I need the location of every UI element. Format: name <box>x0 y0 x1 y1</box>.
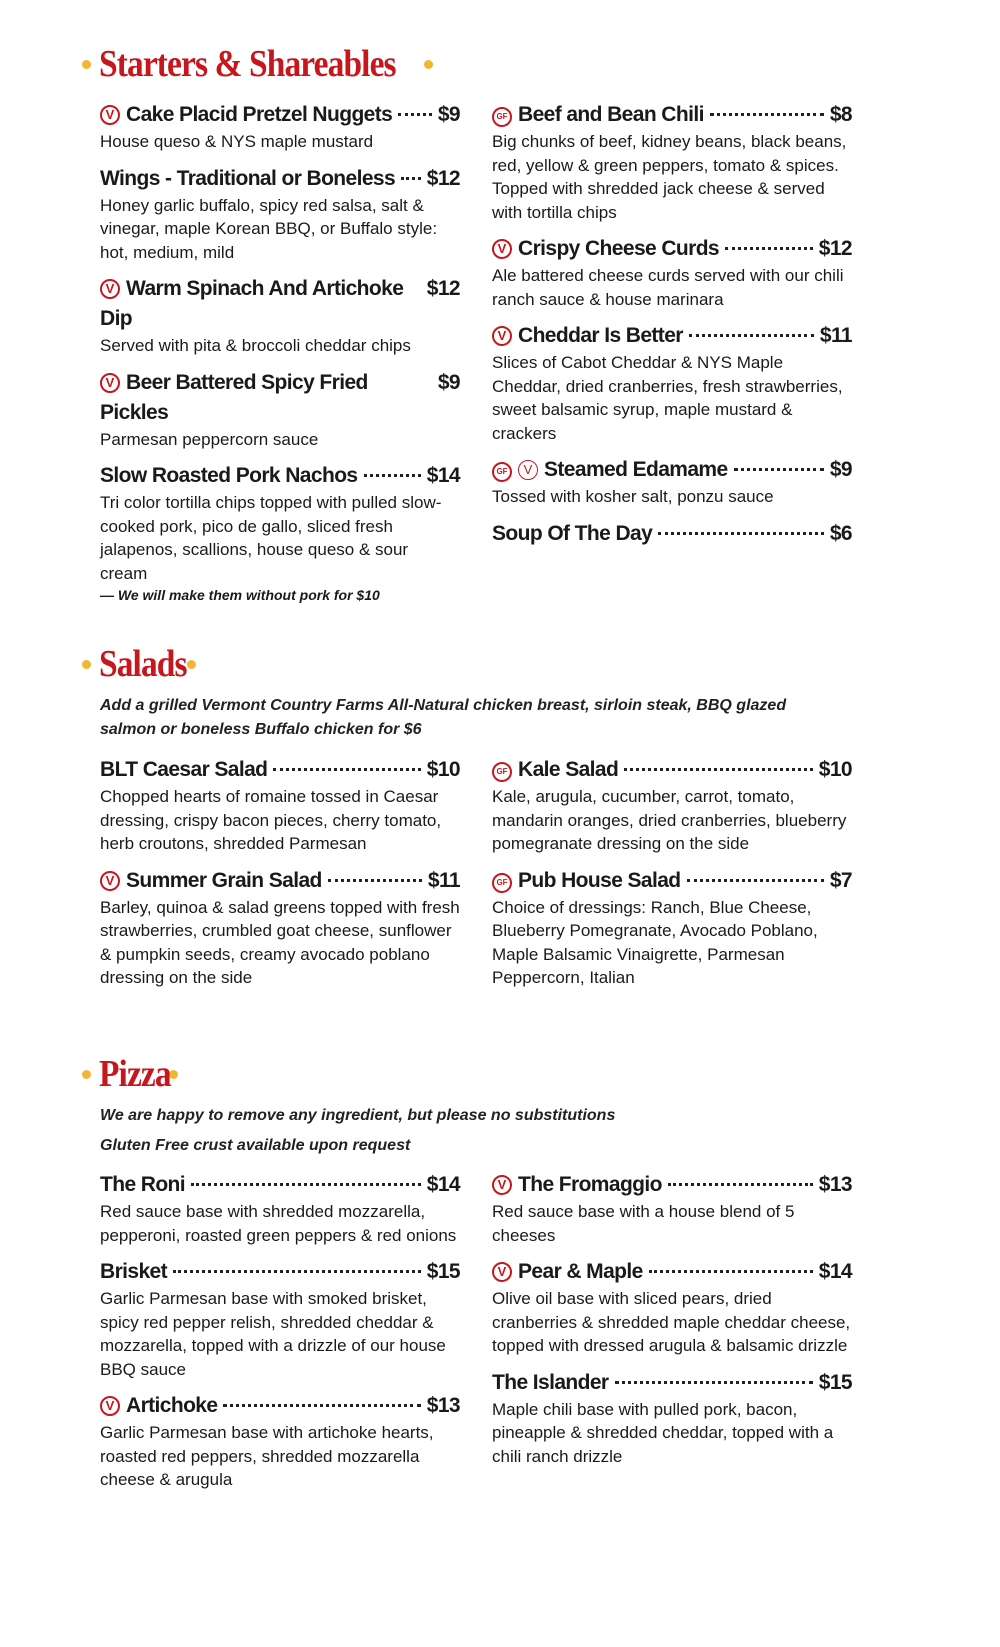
item-description: House queso & NYS maple mustard <box>100 132 374 151</box>
item-price: $12 <box>818 237 852 260</box>
dot-leader <box>615 1381 813 1384</box>
item-name-text: The Islander <box>492 1370 609 1394</box>
menu-column-left <box>100 100 460 615</box>
item-description: Choice of dressings: Ranch, Blue Cheese, Blueberry Pomegranate, Avocado Poblano, Maple Balsamic Vinaigrette, Parmesan Peppercorn, Italian <box>492 897 818 987</box>
item-price: $12 <box>426 277 460 300</box>
item-name-text: Pub House Salad <box>518 868 681 892</box>
item-description: Garlic Parmesan base with artichoke hearts, roasted red peppers, shredded mozzarella cheese & arugula <box>100 1423 434 1489</box>
item-title-row <box>492 866 852 896</box>
item-name-text: The Roni <box>100 1173 186 1196</box>
item-name <box>492 321 683 351</box>
dot-leader <box>689 334 814 337</box>
section-heading-starters-shareables <box>82 42 433 86</box>
item-name-text: The Fromaggio <box>518 1173 662 1196</box>
bullet-dot-icon <box>187 660 196 669</box>
item-title-row <box>492 100 852 130</box>
item-description: Served with pita & broccoli cheddar chips <box>100 336 411 355</box>
dot-leader <box>364 474 421 477</box>
item-title-row <box>100 368 460 428</box>
section-title: Salads <box>99 643 187 685</box>
bullet-dot-icon <box>82 60 91 69</box>
item-name <box>100 1257 167 1287</box>
item-description: Garlic Parmesan base with smoked brisket, spicy red pepper relish, shredded cheddar & mozzarella, topped with a drizzle of our house BBQ sauce <box>100 1289 446 1379</box>
item-price: $9 <box>829 458 852 481</box>
vegetarian-icon: V <box>492 1262 512 1282</box>
item-title-row <box>100 1257 460 1287</box>
item-name <box>100 100 392 130</box>
item-name <box>100 755 267 785</box>
dot-leader <box>273 768 420 771</box>
item-name-text: Cake Placid Pretzel Nuggets <box>126 103 393 126</box>
item-name-text: Cheddar Is Better <box>518 324 683 347</box>
item-title-row <box>100 100 460 130</box>
menu-item <box>492 1170 852 1247</box>
item-title-row <box>100 274 460 334</box>
item-name-text: Wings - Traditional or Boneless <box>100 166 396 190</box>
item-description: Red sauce base with shredded mozzarella, pepperoni, roasted green peppers & red onions <box>100 1202 457 1245</box>
vegetarian-icon: V <box>492 326 512 346</box>
item-price: $11 <box>819 324 852 347</box>
item-title-row <box>492 455 852 485</box>
item-name <box>100 274 417 334</box>
item-price: $8 <box>829 103 852 126</box>
menu-item <box>492 519 852 549</box>
item-name-text: BLT Caesar Salad <box>100 758 268 781</box>
section-note: Add a grilled Vermont Country Farms All-Natural chicken breast, sirloin steak, BBQ glazed salmon or boneless Buffalo chicken for $6 <box>100 697 787 738</box>
item-name <box>492 519 652 549</box>
item-name <box>100 461 358 491</box>
item-name <box>492 234 719 264</box>
item-description: Chopped hearts of romaine tossed in Caesar dressing, crispy bacon pieces, cherry tomato, herb croutons, shredded Parmesan <box>100 787 442 853</box>
bullet-dot-icon <box>82 660 91 669</box>
item-name <box>492 100 704 130</box>
item-description: Big chunks of beef, kidney beans, black beans, red, yellow & green peppers, tomato & spices. Topped with shredded jack cheese & served with tortilla chips <box>492 132 847 222</box>
menu-item <box>492 455 852 509</box>
item-price: $14 <box>818 1260 852 1283</box>
menu-item <box>492 100 852 224</box>
item-name <box>492 1170 662 1200</box>
vegetarian-icon: V <box>100 373 120 393</box>
item-name <box>492 455 728 485</box>
gluten-free-icon: GF <box>492 762 512 782</box>
item-price: $14 <box>426 464 460 487</box>
item-name <box>100 368 428 428</box>
item-title-row <box>492 1170 852 1200</box>
section-heading-pizza <box>82 1052 178 1096</box>
vegetarian-icon: V <box>100 279 120 299</box>
menu-item <box>492 755 852 856</box>
item-name-text: Artichoke <box>126 1394 218 1417</box>
menu-item <box>100 1257 460 1381</box>
item-name-text: Kale Salad <box>518 758 619 781</box>
item-name-text: Beef and Bean Chili <box>518 103 704 126</box>
menu-item <box>492 1368 852 1469</box>
item-name-text: Crispy Cheese Curds <box>518 237 720 260</box>
item-name-text: Steamed Edamame <box>544 458 728 481</box>
dot-leader <box>734 468 824 471</box>
item-title-row <box>100 1391 460 1421</box>
item-name-text: Beer Battered Spicy Fried Pickles <box>100 370 368 424</box>
vegetarian-icon: V <box>100 105 120 125</box>
item-name-text: Pear & Maple <box>518 1260 643 1283</box>
item-description: Olive oil base with sliced pears, dried cranberries & shredded maple cheddar cheese, topped with dressed arugula & balsamic drizzle <box>492 1289 851 1355</box>
menu-column-right <box>492 755 852 1000</box>
item-description: Tri color tortilla chips topped with pulled slow-cooked pork, pico de gallo, sliced fresh jalapenos, scallions, house queso & sour cream <box>100 493 442 583</box>
vegetarian-icon: V <box>100 871 120 891</box>
item-price: $9 <box>437 103 460 126</box>
item-title-row <box>100 866 460 896</box>
section-title: Pizza <box>99 1053 171 1095</box>
dot-leader <box>223 1404 420 1407</box>
dot-leader <box>687 879 824 882</box>
item-title-row <box>100 461 460 491</box>
item-description: Red sauce base with a house blend of 5 cheeses <box>492 1202 795 1245</box>
vegetarian-icon: V <box>518 460 538 480</box>
dot-leader <box>710 113 824 116</box>
menu-item <box>492 1257 852 1358</box>
item-price: $10 <box>818 758 852 781</box>
item-title-row <box>492 519 852 549</box>
dot-leader <box>658 532 824 535</box>
item-price: $13 <box>426 1394 460 1417</box>
item-title-row <box>492 1257 852 1287</box>
item-description: Ale battered cheese curds served with our chili ranch sauce & house marinara <box>492 266 844 309</box>
item-price: $15 <box>818 1370 852 1394</box>
vegetarian-icon: V <box>492 239 512 259</box>
item-description: Honey garlic buffalo, spicy red salsa, salt & vinegar, maple Korean BBQ, or Buffalo style: hot, medium, mild <box>100 195 438 262</box>
item-price: $15 <box>426 1260 460 1283</box>
menu-item <box>100 274 460 358</box>
menu-item <box>100 866 460 990</box>
item-name <box>492 1368 609 1398</box>
item-price: $14 <box>426 1173 460 1196</box>
menu-column-right <box>492 100 852 559</box>
item-name-text: Brisket <box>100 1260 168 1283</box>
item-name <box>100 1170 185 1200</box>
item-description: Slices of Cabot Cheddar & NYS Maple Cheddar, dried cranberries, fresh strawberries, sweet balsamic syrup, maple mustard & crackers <box>492 353 843 443</box>
dot-leader <box>398 113 432 116</box>
item-title-row <box>492 234 852 264</box>
bullet-dot-icon <box>424 60 433 69</box>
item-name <box>100 1391 217 1421</box>
dot-leader <box>668 1183 813 1186</box>
dot-leader <box>649 1270 813 1273</box>
item-price: $10 <box>426 758 460 781</box>
item-title-row <box>492 321 852 351</box>
item-name <box>100 164 395 194</box>
item-description: Kale, arugula, cucumber, carrot, tomato, mandarin oranges, dried cranberries, blueberry pomegranate dressing on the side <box>492 787 847 853</box>
menu-item <box>100 755 460 856</box>
item-price: $7 <box>829 868 852 892</box>
dot-leader <box>173 1270 421 1273</box>
dot-leader <box>624 768 813 771</box>
menu-item <box>100 1170 460 1247</box>
dot-leader <box>725 247 813 250</box>
item-name-text: Warm Spinach And Artichoke Dip <box>100 277 404 330</box>
dot-leader <box>401 177 421 180</box>
vegetarian-icon: V <box>100 1396 120 1416</box>
item-description: Barley, quinoa & salad greens topped with fresh strawberries, crumbled goat cheese, sunflower & pumpkin seeds, creamy avocado poblano dressing on the side <box>100 897 460 987</box>
section-heading-salads <box>82 642 196 686</box>
section-note: Gluten Free crust available upon request <box>100 1137 411 1154</box>
item-title-row <box>100 1170 460 1200</box>
item-price: $9 <box>437 370 460 394</box>
item-title-row <box>100 164 460 194</box>
item-description: Maple chili base with pulled pork, bacon, pineapple & shredded cheddar, topped with a chili ranch drizzle <box>492 1399 834 1466</box>
item-name <box>492 1257 643 1287</box>
item-price: $6 <box>829 521 852 545</box>
gluten-free-icon: GF <box>492 107 512 127</box>
menu-item <box>492 234 852 311</box>
item-name <box>492 866 681 896</box>
item-description: Tossed with kosher salt, ponzu sauce <box>492 487 774 506</box>
item-description: Parmesan peppercorn sauce <box>100 429 319 449</box>
gluten-free-icon: GF <box>492 873 512 893</box>
item-title-row <box>100 755 460 785</box>
item-title-row <box>492 1368 852 1398</box>
menu-column-left <box>100 1170 460 1502</box>
menu-item <box>100 164 460 265</box>
item-price: $12 <box>426 166 460 190</box>
dot-leader <box>191 1183 421 1186</box>
bullet-dot-icon <box>82 1070 91 1079</box>
menu-column-left <box>100 755 460 1000</box>
menu-item <box>492 321 852 445</box>
gluten-free-icon: GF <box>492 462 512 482</box>
section-note: We are happy to remove any ingredient, but please no substitutions <box>100 1107 616 1124</box>
item-name <box>100 866 322 896</box>
menu-item <box>492 866 852 990</box>
menu-item <box>100 1391 460 1492</box>
section-title: Starters & Shareables <box>99 43 396 85</box>
dot-leader <box>328 879 422 882</box>
menu-column-right <box>492 1170 852 1478</box>
item-name-text: Soup Of The Day <box>492 521 653 545</box>
item-name <box>492 755 618 785</box>
item-price: $13 <box>818 1173 852 1196</box>
item-note: — We will make them without pork for $10 <box>100 587 380 603</box>
item-name-text: Slow Roasted Pork Nachos <box>100 464 358 487</box>
menu-item <box>100 461 460 605</box>
vegetarian-icon: V <box>492 1175 512 1195</box>
item-price: $11 <box>427 868 460 892</box>
menu-item <box>100 100 460 154</box>
item-name-text: Summer Grain Salad <box>126 868 322 892</box>
menu-item <box>100 368 460 452</box>
item-title-row <box>492 755 852 785</box>
